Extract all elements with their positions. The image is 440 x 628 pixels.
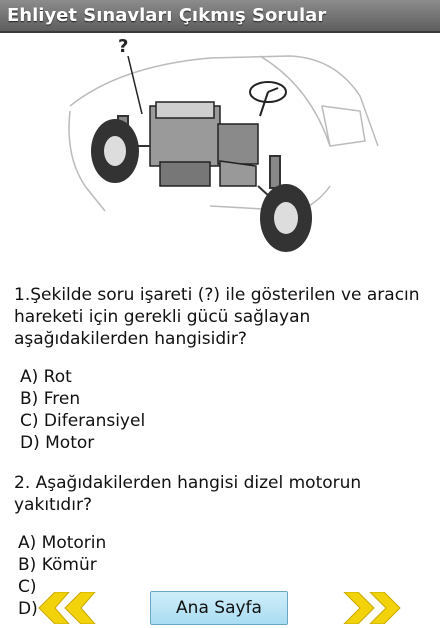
q2-option-b[interactable]: B) Kömür (18, 555, 97, 575)
app-title: Ehliyet Sınavları Çıkmış Sorular (7, 5, 327, 26)
title-bar (0, 0, 440, 33)
question-list (14, 284, 428, 620)
next-arrow-icon[interactable] (330, 592, 402, 624)
q1-option-b[interactable]: B) Fren (20, 389, 81, 409)
home-button[interactable]: Ana Sayfa (150, 591, 288, 625)
question-2-text: 2. Aşağıdakilerden hangisi dizel motorun yakıtıdır? (14, 473, 362, 515)
q1-option-d[interactable]: D) Motor (20, 433, 95, 453)
q1-option-a[interactable]: A) Rot (20, 367, 72, 387)
q2-option-a[interactable]: A) Motorin (18, 533, 107, 553)
previous-arrow-icon[interactable] (37, 592, 109, 624)
car-engine-illustration (60, 36, 380, 268)
question-marker: ? (118, 36, 129, 57)
q2-option-c[interactable]: C) (18, 577, 37, 597)
question-1-text: 1.Şekilde soru işareti (?) ile gösterilen ve aracın hareketi için gerekli gücü sağlayan aşağıdakilerden hangisidir? (14, 285, 420, 349)
bottom-nav-bar (0, 586, 440, 628)
q2-option-d[interactable]: D) (18, 599, 38, 619)
question-1-options (20, 366, 428, 454)
q1-option-c[interactable]: C) Diferansiyel (20, 411, 146, 431)
